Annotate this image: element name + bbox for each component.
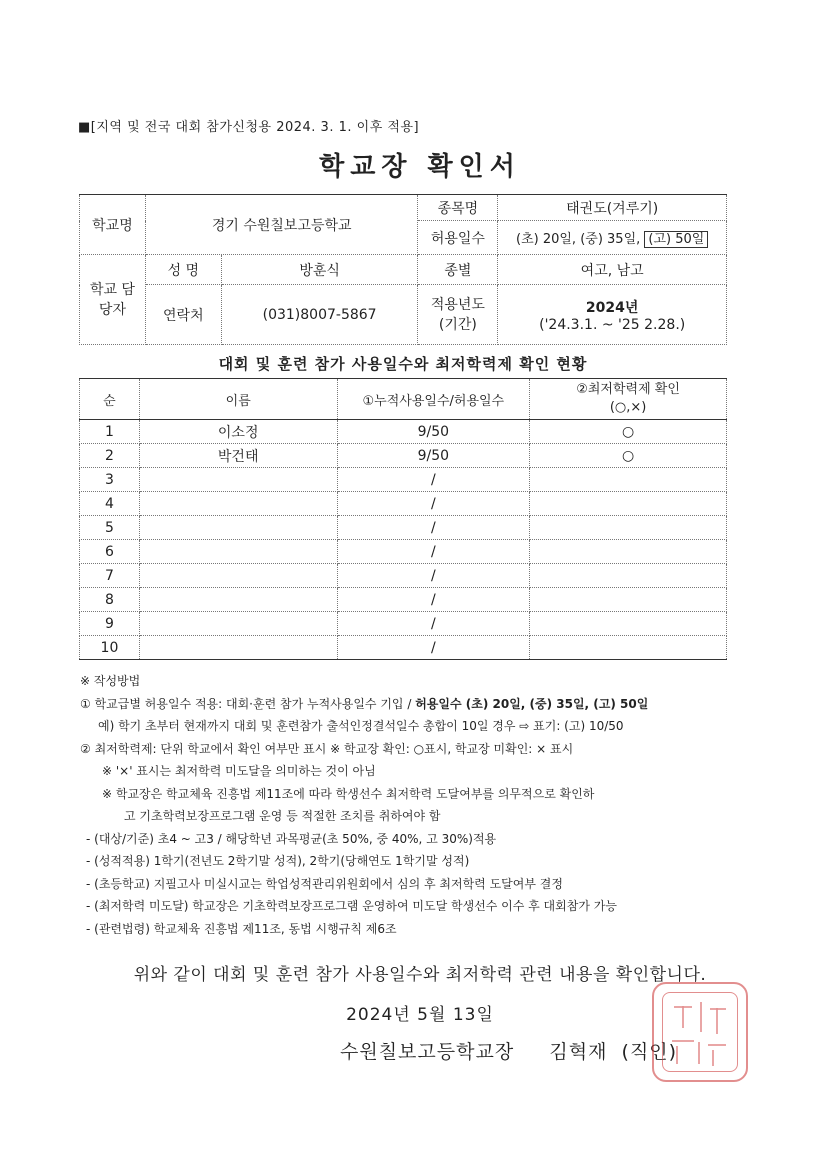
days-label: 허용일수 <box>418 221 498 255</box>
period-value: ('24.3.1. ~ '25 2.28.) <box>539 316 686 333</box>
days-used: / <box>337 540 530 564</box>
gender-label: 종별 <box>418 255 498 285</box>
seal-stroke <box>698 1042 700 1064</box>
table-row <box>80 636 727 660</box>
year-cell <box>498 285 727 345</box>
seal-stroke <box>672 1040 694 1042</box>
days-used: 9/50 <box>337 444 530 468</box>
days-used: 9/50 <box>337 420 530 444</box>
method-note-2-a: ※ 학교장은 학교체육 진흥법 제11조에 따라 학생선수 최저학력 도달여부를 의무적으로 확인하 <box>102 786 595 801</box>
academic-check <box>530 516 727 540</box>
official-seal <box>652 982 748 1082</box>
contact-label: 연락처 <box>145 285 221 345</box>
header-name: 이름 <box>139 379 337 420</box>
student-name <box>139 588 337 612</box>
table-row <box>80 468 727 492</box>
academic-check: ○ <box>530 444 727 468</box>
row-number: 3 <box>80 468 140 492</box>
student-name <box>139 612 337 636</box>
academic-check <box>530 564 727 588</box>
row-number: 1 <box>80 420 140 444</box>
seal-stroke <box>716 1008 718 1034</box>
method-bullet: - (대상/기준) 초4 ~ 고3 / 해당학년 과목평균(초 50%, 중 40%, 고 30%)적용 <box>86 831 497 846</box>
student-name <box>139 468 337 492</box>
seal-stroke <box>700 1002 702 1032</box>
signature-date: 2024년 5월 13일 <box>346 1005 494 1025</box>
header-days: ①누적사용일수/허용일수 <box>337 379 530 420</box>
header-note: ■[지역 및 전국 대회 참가신청용 2024. 3. 1. 이후 적용] <box>78 120 420 135</box>
row-number: 9 <box>80 612 140 636</box>
seal-stroke <box>710 1008 726 1010</box>
method-bullet: - (최저학력 미도달) 학교장은 기초학력보장프로그램 운영하여 미도달 학생선수 이수 후 대회참가 가능 <box>86 899 617 913</box>
days-used: / <box>337 516 530 540</box>
days-used: / <box>337 588 530 612</box>
student-name <box>139 564 337 588</box>
method-heading: ※ 작성방법 <box>80 674 141 688</box>
academic-check <box>530 636 727 660</box>
seal-stroke <box>712 1050 714 1066</box>
student-name: 이소정 <box>139 420 337 444</box>
table-row <box>80 564 727 588</box>
row-number: 4 <box>80 492 140 516</box>
days-used: / <box>337 636 530 660</box>
table-row <box>80 492 727 516</box>
academic-check <box>530 492 727 516</box>
table-row <box>80 540 727 564</box>
row-number: 10 <box>80 636 140 660</box>
confirm-statement: 위와 같이 대회 및 훈련 참가 사용일수와 최저학력 관련 내용을 확인합니다. <box>133 965 707 985</box>
year-label: 적용년도 (기간) <box>418 285 498 345</box>
academic-check <box>530 588 727 612</box>
name-value: 방훈식 <box>221 255 418 285</box>
sport-value: 태권도(겨루기) <box>498 195 727 221</box>
info-table <box>79 194 727 345</box>
student-name <box>139 516 337 540</box>
method-item-2: ② 최저학력제: 단위 학교에서 확인 여부만 표시 ※ 학교장 확인: ○표시, 학교장 미확인: × 표시 <box>80 741 574 756</box>
method-item-1-example: 예) 학기 초부터 현재까지 대회 및 훈련참가 출석인정결석일수 총합이 10일 경우 ⇨ 표기: (고) 10/50 <box>98 719 624 733</box>
academic-check <box>530 612 727 636</box>
academic-check: ○ <box>530 420 727 444</box>
row-number: 8 <box>80 588 140 612</box>
method-item-1-a: ① 학교급별 허용일수 적용: 대회·훈련 참가 누적사용일수 기입 / <box>80 696 412 711</box>
method-note-2-b: 고 기초학력보장프로그램 운영 등 적절한 조치를 취하여야 함 <box>124 809 441 823</box>
method-bullet: - (초등학교) 지필고사 미실시교는 학업성적관리위원회에서 심의 후 최저학력 도달여부 결정 <box>86 876 563 891</box>
seal-stroke <box>682 1006 684 1028</box>
method-bullet: - (성적적용) 1학기(전년도 2학기말 성적), 2학기(당해연도 1학기말 성적) <box>86 854 470 868</box>
days-value-boxed: (고) 50일 <box>644 231 708 248</box>
table-row <box>80 612 727 636</box>
school-name: 경기 수원칠보고등학교 <box>145 195 418 255</box>
table-row <box>80 420 727 444</box>
school-label: 학교명 <box>80 195 146 255</box>
staff-label: 학교 담당자 <box>80 255 146 345</box>
writing-method <box>80 670 740 940</box>
days-value-prefix: (초) 20일, (중) 35일, <box>516 232 641 247</box>
method-bullet: - (관련법령) 학교체육 진흥법 제11조, 동법 시행규칙 제6조 <box>86 921 397 936</box>
contact-value: (031)8007-5867 <box>221 285 418 345</box>
name-label: 성 명 <box>145 255 221 285</box>
header-no: 순 <box>80 379 140 420</box>
row-number: 5 <box>80 516 140 540</box>
student-name <box>139 636 337 660</box>
seal-stroke <box>708 1044 726 1046</box>
sport-label: 종목명 <box>418 195 498 221</box>
academic-check <box>530 540 727 564</box>
days-used: / <box>337 492 530 516</box>
records-table <box>79 378 727 660</box>
table-row <box>80 516 727 540</box>
table-row <box>80 444 727 468</box>
days-value <box>498 221 727 255</box>
academic-check <box>530 468 727 492</box>
days-used: / <box>337 468 530 492</box>
gender-value: 여고, 남고 <box>498 255 727 285</box>
method-note-1: ※ '×' 표시는 최저학력 미도달을 의미하는 것이 아님 <box>102 764 376 778</box>
records-title: 대회 및 훈련 참가 사용일수와 최저학력제 확인 현황 <box>218 355 588 373</box>
row-number: 2 <box>80 444 140 468</box>
row-number: 6 <box>80 540 140 564</box>
year-value: 2024년 <box>585 299 639 316</box>
days-used: / <box>337 612 530 636</box>
header-check: ②최저학력제 확인(○,×) <box>530 379 727 420</box>
records-body <box>80 420 727 660</box>
document-title: 학교장 확인서 <box>319 152 521 182</box>
student-name <box>139 540 337 564</box>
row-number: 7 <box>80 564 140 588</box>
table-row <box>80 588 727 612</box>
signer-line: 수원칠보고등학교장 김혁재 (직인) <box>340 1041 678 1063</box>
seal-stroke <box>676 1046 678 1064</box>
method-item-1 <box>80 693 740 716</box>
days-used: / <box>337 564 530 588</box>
student-name <box>139 492 337 516</box>
student-name: 박건태 <box>139 444 337 468</box>
method-item-1-b: 허용일수 (초) 20일, (중) 35일, (고) 50일 <box>415 696 649 711</box>
